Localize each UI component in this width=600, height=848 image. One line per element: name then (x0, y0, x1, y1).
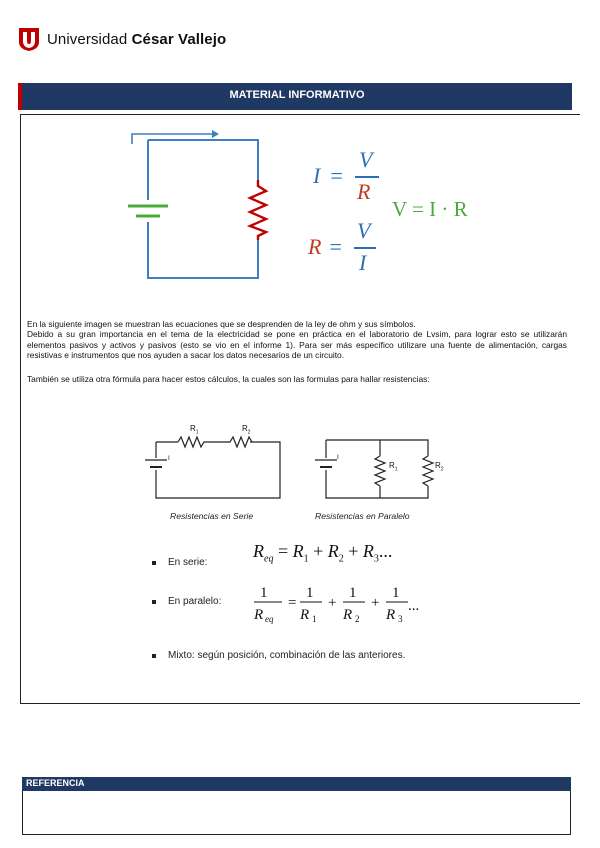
svg-text:R: R (343, 607, 353, 623)
bullet-paralelo (152, 596, 221, 607)
svg-text:R: R (386, 607, 396, 623)
logo-text: Universidad César Vallejo (47, 30, 227, 48)
formula-i-den: R (357, 179, 371, 204)
svg-text:...: ... (408, 598, 420, 614)
section-header (18, 83, 572, 110)
formula-voltage: V = I · R (392, 197, 468, 221)
references-box (22, 791, 571, 835)
svg-text:+: + (328, 595, 337, 611)
svg-text:+: + (371, 595, 380, 611)
parallel-r2-label: $R_2$ (435, 461, 444, 473)
formula-r-lhs: R (308, 234, 322, 259)
svg-text:=: = (288, 595, 297, 611)
bullet-icon (152, 561, 156, 565)
bullet-serie-label: En serie: (168, 557, 208, 568)
series-caption: Resistencias en Serie (170, 511, 254, 521)
formula-r-num: V (357, 218, 371, 243)
parallel-source-label: I (337, 454, 339, 461)
svg-text:R: R (254, 607, 264, 623)
svg-text:1: 1 (260, 585, 268, 601)
series-source-label: I (168, 455, 170, 462)
formula-i-lhs: I (313, 163, 321, 188)
parallel-caption: Resistencias en Paralelo (315, 511, 410, 521)
references-header (22, 777, 571, 791)
university-logo (18, 24, 226, 54)
series-resistors (178, 437, 252, 447)
parallel-circuit-diagram (310, 428, 440, 503)
paragraph-formulas: También se utiliza otra fórmula para hacer estos cálculos, la cuales son las formulas para hallar resistencias: (27, 374, 430, 384)
bullet-serie (152, 557, 207, 568)
ucv-shield-icon (18, 26, 40, 52)
formula-current (313, 147, 383, 207)
bullet-mixto-text: Mixto: según posición, combinación de las anteriores. (168, 650, 406, 661)
parallel-r1-label: $R_1$ (389, 461, 398, 473)
bullet-icon (152, 654, 156, 658)
paragraph-intro: En la siguiente imagen se muestran las ecuaciones que se desprenden de la ley de ohm y sus símbolos. (27, 319, 416, 329)
svg-text:R: R (300, 607, 310, 623)
bullet-paralelo-label: En paralelo: (168, 596, 222, 607)
series-r2-label: $R_2$ (242, 424, 251, 436)
svg-text:eq: eq (265, 614, 274, 624)
svg-text:2: 2 (355, 614, 360, 624)
ohm-circuit-diagram (120, 128, 280, 288)
section-title: MATERIAL INFORMATIVO (229, 89, 365, 101)
formula-r-den: I (359, 250, 367, 275)
equals-sign: = (328, 234, 343, 259)
svg-text:3: 3 (398, 614, 403, 624)
series-r1-label: $R_1$ (190, 424, 199, 436)
formula-series: $R_{eq} = R_1 + R_2 + R_3$... (253, 541, 393, 565)
svg-text:1: 1 (306, 585, 314, 601)
bullet-icon (152, 600, 156, 604)
references-title: REFERENCIA (26, 778, 85, 788)
equals-sign: = (329, 163, 344, 188)
bullet-mixto (152, 650, 405, 661)
svg-text:1: 1 (392, 585, 400, 601)
svg-text:1: 1 (312, 614, 317, 624)
formula-i-num: V (359, 147, 373, 172)
formula-resistance (308, 218, 378, 278)
svg-text:1: 1 (349, 585, 357, 601)
formula-parallel (250, 580, 425, 628)
series-circuit-diagram (140, 420, 285, 505)
paragraph-lab: Debido a su gran importancia en el tema de la electricidad se pone en práctica en el laboratorio de Lvsim, para lograr esto se utilizarán elementos pasivos y activos y pasivos (esto se vio en el informe 1). Para ser más específico utilizare una fuente de alimentación, cargas resistivas e instrumentos que nos ayuden a sacar los datos necesarios de un circuito. (27, 329, 567, 361)
